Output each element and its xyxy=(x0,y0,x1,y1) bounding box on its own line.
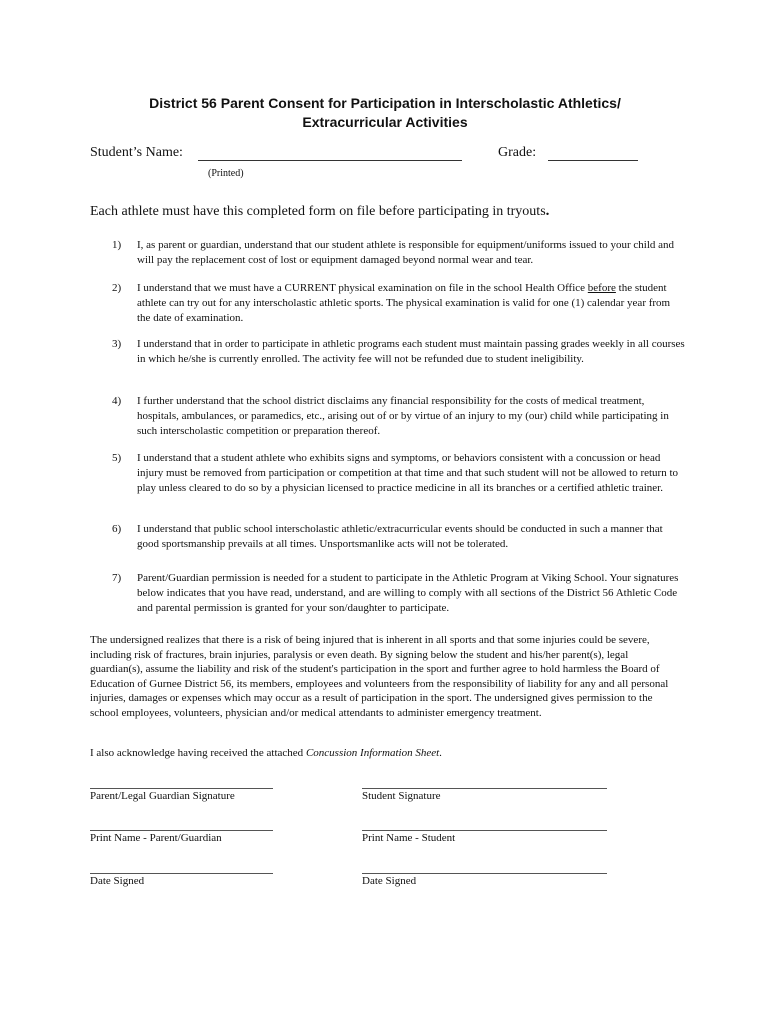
intro-statement xyxy=(90,203,549,220)
item-text: I further understand that the school district disclaims any financial responsibility for the costs of medical treatment, hospitals, ambulances, or paramedics, etc., arising out of or by virtue of an injury to my (our) child while participating in such interscholastic competition or preparation thereof. xyxy=(137,395,669,437)
intro-period: . xyxy=(545,203,550,219)
intro-text: Each athlete must have this completed form on file before participating in tryouts xyxy=(90,204,546,219)
parent-signature-line[interactable] xyxy=(90,788,273,789)
item-number: 2) xyxy=(112,282,122,294)
parent-date-label: Date Signed xyxy=(90,875,145,887)
student-date-label: Date Signed xyxy=(362,875,417,887)
student-print-name-label: Print Name - Student xyxy=(362,832,456,844)
parent-signature-label: Parent/Legal Guardian Signature xyxy=(90,790,235,802)
item-number: 3) xyxy=(112,338,122,350)
ack-suffix: . xyxy=(439,747,442,759)
printed-note: (Printed) xyxy=(208,168,244,179)
ack-prefix: I also acknowledge having received the attached xyxy=(90,747,306,759)
item-text: I understand that a student athlete who exhibits signs and symptoms, or behaviors consistent with a concussion or head injury must be removed from participation or competition at that time and that such student will not be allowed to return to play unless cleared to do so by a physician licensed to practice medicine in all its branches or a certified athletic trainer. xyxy=(137,452,679,494)
item-text: Parent/Guardian permission is needed for a student to participate in the Athletic Program at Viking School. Your signatures below indicates that you have read, understand, and are willing to comply with all sections of the District 56 Athletic Code and parental permission is granted for your son/daughter to participate. xyxy=(137,572,679,614)
parent-date-line[interactable] xyxy=(90,873,273,874)
liability-waiver-paragraph: The undersigned realizes that there is a risk of being injured that is inherent in all sports and that some injuries could be severe, including risk of fractures, brain injuries, paralysis or even death. By signing below the student and his/her parent(s), legal guardian(s), assume the liability and risk of the student's participation in the sport and further agree to hold harmless the Board of Education of Gurnee District 56, its members, employees and volunteers from the responsibility of liability for any and all personal injuries, damages or expenses which may occur as a result of participation in the sport. The undersigned gives permission to the school employees, volunteers, physician and/or medical attendants to administer emergency treatment. xyxy=(90,634,669,719)
grade-label: Grade: xyxy=(498,145,537,160)
item-text-post: the student athlete can try out for any interscholastic athletic sports. The physical examination is valid for one (1) calendar year from the date of examination. xyxy=(137,282,671,324)
item-text-underlined: before xyxy=(587,282,616,294)
form-title-line-1: District 56 Parent Consent for Participation in Interscholastic Athletics/ xyxy=(149,95,621,111)
item-text-pre: I understand that we must have a CURRENT physical examination on file in the school Health Office xyxy=(137,282,588,294)
item-text: I understand that public school interscholastic athletic/extracurricular events should be conducted in such a manner that good sportsmanship prevails at all times. Unsportsmanlike acts will not be tolerated. xyxy=(137,523,663,550)
student-signature-label: Student Signature xyxy=(362,790,441,802)
concussion-acknowledgement xyxy=(90,747,442,759)
student-signature-line[interactable] xyxy=(362,788,607,789)
item-text: I, as parent or guardian, understand that our student athlete is responsible for equipment/uniforms issued to your child and will pay the replacement cost of lost or equipment damaged beyond normal wear and tear. xyxy=(137,239,675,266)
parent-print-name-label: Print Name - Parent/Guardian xyxy=(90,832,222,844)
ack-sheet-title: Concussion Information Sheet xyxy=(305,747,440,759)
item-number: 4) xyxy=(112,395,122,407)
student-date-line[interactable] xyxy=(362,873,607,874)
item-number: 1) xyxy=(112,239,122,251)
student-name-field[interactable] xyxy=(198,160,462,161)
student-name-label: Student’s Name: xyxy=(90,145,183,160)
item-number: 6) xyxy=(112,523,122,535)
item-number: 5) xyxy=(112,452,122,464)
student-print-name-line[interactable] xyxy=(362,830,607,831)
item-text xyxy=(137,281,685,326)
parent-print-name-line[interactable] xyxy=(90,830,273,831)
form-title-line-2: Extracurricular Activities xyxy=(302,114,468,130)
item-number: 7) xyxy=(112,572,122,584)
item-text: I understand that in order to participate in athletic programs each student must maintain passing grades weekly in all courses in which he/she is currently enrolled. The activity fee will not be refunded due to student ineligibility. xyxy=(137,338,685,365)
grade-field[interactable] xyxy=(548,160,638,161)
